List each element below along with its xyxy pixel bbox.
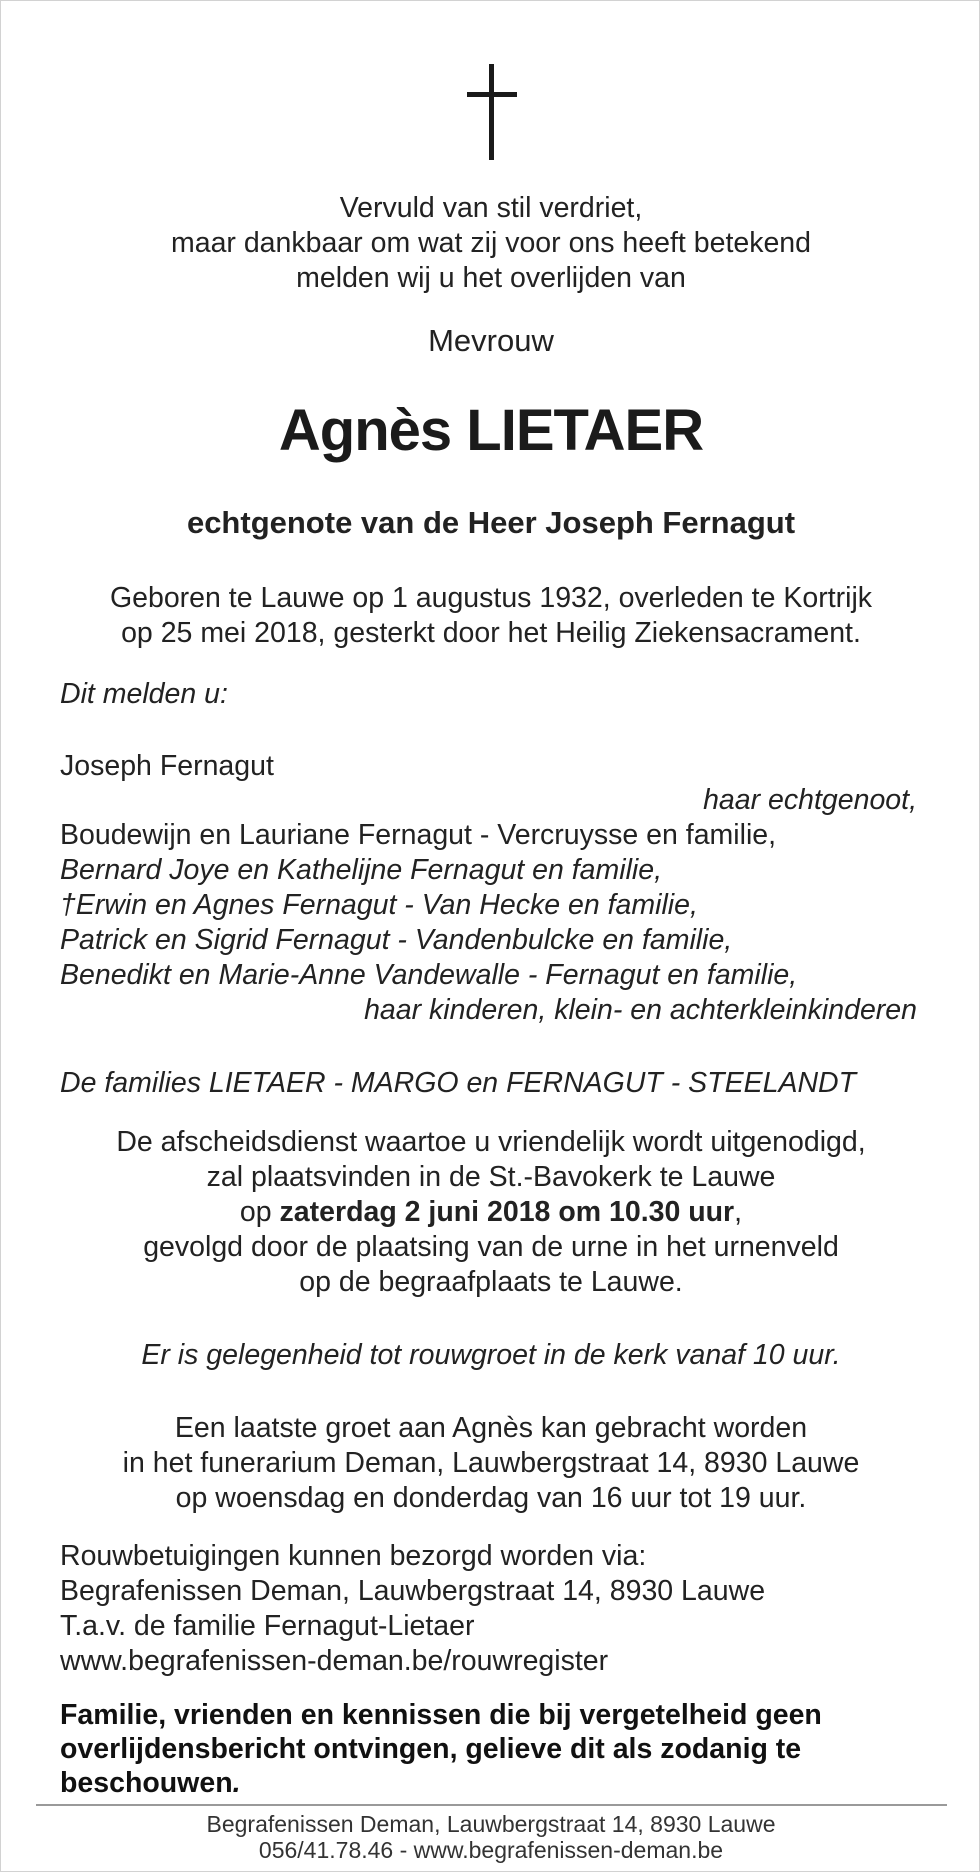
- footer-divider: [36, 1804, 947, 1806]
- service-line-5: op de begraafplaats te Lauwe.: [299, 1266, 683, 1298]
- deceased-name: Agnès LIETAER: [278, 398, 704, 463]
- families-line: De families LIETAER - MARGO en FERNAGUT - STEELANDT: [60, 1067, 857, 1099]
- child-line: †Erwin en Agnes Fernagut - Van Hecke en familie,: [60, 889, 698, 921]
- child-line: Bernard Joye en Kathelijne Fernagut en familie,: [60, 854, 663, 886]
- service-date-time: zaterdag 2 juni 2018 om 10.30 uur: [279, 1196, 735, 1228]
- viewing-line-3: op woensdag en donderdag van 16 uur tot 19 uur.: [175, 1482, 807, 1514]
- announced-by: Dit melden u:: [60, 678, 228, 710]
- final-note: Familie, vrienden en kennissen die bij vergetelheid geen overlijdensbericht ontvingen, gelieve dit als zodanig te beschouwen.: [60, 1699, 822, 1799]
- cross-icon: [467, 64, 517, 160]
- footer-address: Begrafenissen Deman, Lauwbergstraat 14, 8930 Lauwe: [206, 1811, 776, 1837]
- husband-role: haar echtgenoot,: [703, 784, 917, 816]
- condolences-website: www.begrafenissen-deman.be/rouwregister: [60, 1645, 609, 1677]
- service-line-4: gevolgd door de plaatsing van de urne in het urnenveld: [143, 1231, 839, 1263]
- title-prefix: Mevrouw: [428, 323, 554, 358]
- service-line-3: op zaterdag 2 juni 2018 om 10.30 uur,: [239, 1196, 743, 1228]
- condolences-line-2: Begrafenissen Deman, Lauwbergstraat 14, 8930 Lauwe: [60, 1575, 766, 1607]
- footer-contact: 056/41.78.46 - www.begrafenissen-deman.be: [258, 1837, 724, 1863]
- condolences-line-1: Rouwbetuigingen kunnen bezorgd worden via:: [60, 1540, 647, 1572]
- husband-name: Joseph Fernagut: [60, 750, 274, 782]
- condolences-line-3: T.a.v. de familie Fernagut-Lietaer: [60, 1610, 475, 1642]
- child-line: Patrick en Sigrid Fernagut - Vandenbulcke en familie,: [60, 924, 733, 956]
- intro-line-3: melden wij u het overlijden van: [296, 262, 686, 294]
- intro-line-2: maar dankbaar om wat zij voor ons heeft betekend: [170, 227, 812, 259]
- birth-line-1: Geboren te Lauwe op 1 augustus 1932, overleden te Kortrijk: [109, 582, 873, 614]
- birth-line-2: op 25 mei 2018, gesterkt door het Heilig Ziekensacrament.: [121, 617, 861, 649]
- intro-line-1: Vervuld van stil verdriet,: [339, 192, 643, 224]
- service-line-2: zal plaatsvinden in de St.-Bavokerk te Lauwe: [206, 1161, 776, 1193]
- viewing-line-1: Een laatste groet aan Agnès kan gebracht worden: [174, 1412, 808, 1444]
- child-line: Benedikt en Marie-Anne Vandewalle - Fernagut en familie,: [60, 959, 798, 991]
- child-line: Boudewijn en Lauriane Fernagut - Vercruysse en familie,: [60, 819, 777, 851]
- viewing-line-2: in het funerarium Deman, Lauwbergstraat 14, 8930 Lauwe: [122, 1447, 860, 1479]
- spouse-line: echtgenote van de Heer Joseph Fernagut: [186, 505, 796, 540]
- children-role: haar kinderen, klein- en achterkleinkinderen: [364, 994, 917, 1026]
- service-line-1: De afscheidsdienst waartoe u vriendelijk wordt uitgenodigd,: [116, 1126, 866, 1158]
- condolence-note: Er is gelegenheid tot rouwgroet in de kerk vanaf 10 uur.: [141, 1339, 841, 1371]
